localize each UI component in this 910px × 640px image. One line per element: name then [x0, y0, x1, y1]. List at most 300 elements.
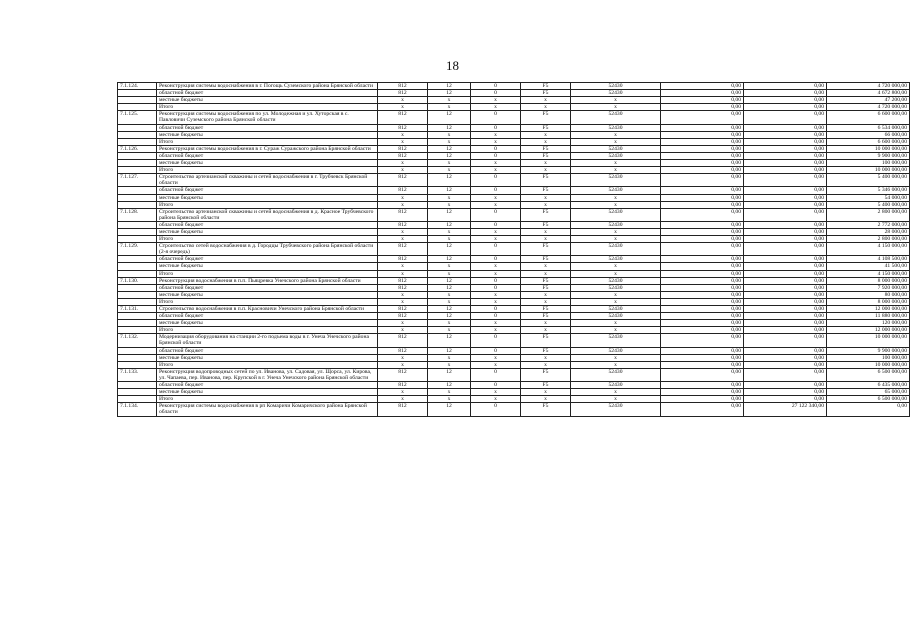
row-code — [118, 167, 157, 174]
row-vr: 52430 — [571, 382, 661, 389]
row-vr: 52430 — [571, 83, 661, 90]
row-value-1: 0,00 — [661, 403, 744, 416]
row-value-1: 0,00 — [661, 83, 744, 90]
row-value-1: 0,00 — [661, 174, 744, 187]
table-row-subtotal — [118, 347, 910, 354]
row-rz: x — [428, 104, 471, 111]
row-value-2: 0,00 — [744, 104, 827, 111]
row-value-3: 2 800 000,00 — [827, 236, 910, 243]
row-rz: 12 — [428, 208, 471, 221]
row-pr: x — [471, 194, 521, 201]
row-value-2: 0,00 — [744, 83, 827, 90]
row-value-3: 10 000 000,00 — [827, 334, 910, 347]
row-value-3: 4 150 000,00 — [827, 270, 910, 277]
row-grbs: x — [378, 320, 428, 327]
row-csr: F5 — [521, 256, 571, 263]
row-pr: 0 — [471, 111, 521, 124]
row-value-2: 0,00 — [744, 256, 827, 263]
row-name: областной бюджет — [157, 152, 378, 159]
row-code — [118, 291, 157, 298]
row-value-2: 0,00 — [744, 334, 827, 347]
row-value-1: 0,00 — [661, 263, 744, 270]
row-rz: 12 — [428, 306, 471, 313]
row-value-1: 0,00 — [661, 347, 744, 354]
row-vr: x — [571, 320, 661, 327]
row-value-3: 5 400 000,00 — [827, 201, 910, 208]
row-code: 7.1.126. — [118, 145, 157, 152]
row-pr: 0 — [471, 145, 521, 152]
row-value-3: 9 900 000,00 — [827, 347, 910, 354]
row-code — [118, 270, 157, 277]
row-csr: F5 — [521, 174, 571, 187]
row-value-1: 0,00 — [661, 256, 744, 263]
row-grbs: 812 — [378, 382, 428, 389]
row-csr: F5 — [521, 111, 571, 124]
row-pr: x — [471, 298, 521, 305]
row-value-3: 47 200,00 — [827, 97, 910, 104]
row-rz: x — [428, 327, 471, 334]
row-code — [118, 396, 157, 403]
row-rz: x — [428, 298, 471, 305]
row-grbs: 812 — [378, 187, 428, 194]
row-name: областной бюджет — [157, 284, 378, 291]
row-value-3: 6 435 000,00 — [827, 382, 910, 389]
row-value-2: 0,00 — [744, 208, 827, 221]
row-value-2: 0,00 — [744, 97, 827, 104]
row-name: Реконструкция водоснабжения в п.п. Пьяцревка Унечского района Брянской области — [157, 277, 378, 284]
row-rz: x — [428, 361, 471, 368]
row-pr: 0 — [471, 277, 521, 284]
row-value-3: 12 000 000,00 — [827, 327, 910, 334]
table-row-subtotal — [118, 194, 910, 201]
table-row-item — [118, 208, 910, 221]
row-value-2: 27 122 340,00 — [744, 403, 827, 416]
row-vr: 52430 — [571, 334, 661, 347]
row-value-1: 0,00 — [661, 131, 744, 138]
row-value-2: 0,00 — [744, 396, 827, 403]
table-row-subtotal — [118, 152, 910, 159]
row-grbs: 812 — [378, 243, 428, 256]
row-pr: 0 — [471, 256, 521, 263]
row-grbs: 812 — [378, 277, 428, 284]
row-code — [118, 313, 157, 320]
row-vr: 52430 — [571, 347, 661, 354]
row-pr: 0 — [471, 124, 521, 131]
row-name: Итого — [157, 396, 378, 403]
table-row-subtotal — [118, 270, 910, 277]
row-name: областной бюджет — [157, 90, 378, 97]
row-value-2: 0,00 — [744, 298, 827, 305]
row-value-1: 0,00 — [661, 284, 744, 291]
row-code — [118, 90, 157, 97]
row-code: 7.1.128. — [118, 208, 157, 221]
row-pr: 0 — [471, 208, 521, 221]
row-grbs: x — [378, 291, 428, 298]
row-name: Строительство артезианской скважины и сетей водоснабжения в д. Красное Трубчевского района Брянской области — [157, 208, 378, 221]
row-rz: 12 — [428, 187, 471, 194]
row-vr: x — [571, 361, 661, 368]
row-code: 7.1.132. — [118, 334, 157, 347]
row-pr: 0 — [471, 243, 521, 256]
row-code — [118, 389, 157, 396]
budget-table — [117, 82, 910, 417]
row-grbs: 812 — [378, 124, 428, 131]
table-row-subtotal — [118, 228, 910, 235]
row-rz: x — [428, 167, 471, 174]
row-value-2: 0,00 — [744, 270, 827, 277]
row-csr: x — [521, 354, 571, 361]
row-pr: x — [471, 97, 521, 104]
page-number: 18 — [446, 58, 459, 73]
row-value-3: 66 000,00 — [827, 131, 910, 138]
row-grbs: x — [378, 361, 428, 368]
row-code — [118, 284, 157, 291]
table-row-subtotal — [118, 236, 910, 243]
table-row-item — [118, 277, 910, 284]
row-code — [118, 354, 157, 361]
row-value-1: 0,00 — [661, 145, 744, 152]
row-vr: x — [571, 298, 661, 305]
row-csr: F5 — [521, 124, 571, 131]
row-grbs: x — [378, 97, 428, 104]
row-value-2: 0,00 — [744, 145, 827, 152]
row-name: местные бюджеты — [157, 160, 378, 167]
row-pr: x — [471, 291, 521, 298]
row-name: местные бюджеты — [157, 97, 378, 104]
row-name: Итого — [157, 201, 378, 208]
row-value-3: 28 000,00 — [827, 228, 910, 235]
table-row-subtotal — [118, 263, 910, 270]
row-value-3: 4 672 800,00 — [827, 90, 910, 97]
row-vr: x — [571, 389, 661, 396]
row-value-1: 0,00 — [661, 111, 744, 124]
row-vr: 52430 — [571, 256, 661, 263]
row-value-2: 0,00 — [744, 347, 827, 354]
row-value-3: 11 880 000,00 — [827, 313, 910, 320]
table-row-subtotal — [118, 124, 910, 131]
row-name: Реконструкция водопроводных сетей по ул. Иванова, ул. Садовая, ул. Щорса, ул. Кирова, ул. Чапаева, пер. Иванова, пер. Крупской в г. Унеча Унечского района Брянской области — [157, 368, 378, 381]
row-vr: 52430 — [571, 368, 661, 381]
row-csr: F5 — [521, 368, 571, 381]
row-value-2: 0,00 — [744, 236, 827, 243]
row-value-1: 0,00 — [661, 208, 744, 221]
row-rz: x — [428, 201, 471, 208]
row-grbs: 812 — [378, 90, 428, 97]
row-name: Реконструкция системы водоснабжения в г. Погощь Суземского района Брянской области — [157, 83, 378, 90]
row-vr: 52430 — [571, 152, 661, 159]
row-vr: x — [571, 236, 661, 243]
row-value-1: 0,00 — [661, 361, 744, 368]
row-grbs: x — [378, 270, 428, 277]
row-vr: 52430 — [571, 306, 661, 313]
row-name: областной бюджет — [157, 124, 378, 131]
row-grbs: x — [378, 160, 428, 167]
row-grbs: x — [378, 228, 428, 235]
row-code: 7.1.134. — [118, 403, 157, 416]
row-value-2: 0,00 — [744, 361, 827, 368]
row-value-3: 6 500 000,00 — [827, 368, 910, 381]
row-csr: F5 — [521, 313, 571, 320]
row-value-2: 0,00 — [744, 194, 827, 201]
row-name: Реконструкция системы водоснабжения в г. Сураж Суражского района Брянской области — [157, 145, 378, 152]
row-grbs: x — [378, 194, 428, 201]
row-pr: 0 — [471, 187, 521, 194]
row-name: Реконструкция системы водоснабжения по ул. Молодежная и ул. Хуторская в с. Павловичи Суземского района Брянской области — [157, 111, 378, 124]
row-grbs: x — [378, 327, 428, 334]
row-pr: x — [471, 396, 521, 403]
row-vr: x — [571, 396, 661, 403]
row-value-3: 5 400 000,00 — [827, 174, 910, 187]
row-grbs: 812 — [378, 284, 428, 291]
row-code — [118, 228, 157, 235]
row-pr: x — [471, 389, 521, 396]
row-value-3: 100 000,00 — [827, 160, 910, 167]
row-value-1: 0,00 — [661, 138, 744, 145]
table-row-subtotal — [118, 138, 910, 145]
row-value-1: 0,00 — [661, 221, 744, 228]
row-grbs: x — [378, 396, 428, 403]
row-grbs: x — [378, 138, 428, 145]
row-pr: x — [471, 104, 521, 111]
row-value-1: 0,00 — [661, 90, 744, 97]
row-vr: 52430 — [571, 124, 661, 131]
row-value-1: 0,00 — [661, 298, 744, 305]
row-code — [118, 256, 157, 263]
row-rz: x — [428, 263, 471, 270]
row-pr: 0 — [471, 221, 521, 228]
row-name: Строительство сетей водоснабжения в д. Городцы Трубчевского района Брянской области (2-я очередь) — [157, 243, 378, 256]
row-grbs: x — [378, 201, 428, 208]
row-csr: x — [521, 291, 571, 298]
row-name: местные бюджеты — [157, 291, 378, 298]
row-rz: 12 — [428, 243, 471, 256]
row-value-2: 0,00 — [744, 327, 827, 334]
row-rz: 12 — [428, 313, 471, 320]
row-value-1: 0,00 — [661, 152, 744, 159]
row-csr: F5 — [521, 284, 571, 291]
row-value-2: 0,00 — [744, 160, 827, 167]
row-grbs: x — [378, 263, 428, 270]
row-code — [118, 152, 157, 159]
row-value-1: 0,00 — [661, 160, 744, 167]
row-grbs: 812 — [378, 403, 428, 416]
table-row-subtotal — [118, 396, 910, 403]
row-rz: x — [428, 228, 471, 235]
row-grbs: 812 — [378, 313, 428, 320]
row-value-2: 0,00 — [744, 174, 827, 187]
row-pr: x — [471, 263, 521, 270]
budget-table-body — [118, 83, 910, 417]
row-grbs: 812 — [378, 208, 428, 221]
row-vr: 52430 — [571, 284, 661, 291]
row-name: Итого — [157, 361, 378, 368]
table-row-subtotal — [118, 256, 910, 263]
row-rz: 12 — [428, 221, 471, 228]
row-value-1: 0,00 — [661, 389, 744, 396]
row-csr: x — [521, 327, 571, 334]
row-vr: 52430 — [571, 403, 661, 416]
row-vr: x — [571, 104, 661, 111]
row-value-2: 0,00 — [744, 354, 827, 361]
row-rz: 12 — [428, 284, 471, 291]
row-rz: 12 — [428, 111, 471, 124]
row-value-2: 0,00 — [744, 201, 827, 208]
row-csr: x — [521, 160, 571, 167]
row-name: областной бюджет — [157, 347, 378, 354]
row-value-1: 0,00 — [661, 124, 744, 131]
row-rz: x — [428, 138, 471, 145]
row-value-2: 0,00 — [744, 243, 827, 256]
row-code — [118, 201, 157, 208]
row-rz: 12 — [428, 152, 471, 159]
row-name: Строительство водоснабжения в п.п. Красновичи Унечского района Брянской области — [157, 306, 378, 313]
row-grbs: 812 — [378, 145, 428, 152]
table-row-subtotal — [118, 291, 910, 298]
row-value-3: 4 108 500,00 — [827, 256, 910, 263]
row-vr: x — [571, 270, 661, 277]
row-csr: x — [521, 320, 571, 327]
row-name: местные бюджеты — [157, 354, 378, 361]
row-value-1: 0,00 — [661, 382, 744, 389]
row-pr: x — [471, 228, 521, 235]
row-value-1: 0,00 — [661, 396, 744, 403]
row-name: областной бюджет — [157, 313, 378, 320]
row-pr: 0 — [471, 334, 521, 347]
row-code — [118, 347, 157, 354]
row-code — [118, 327, 157, 334]
row-value-1: 0,00 — [661, 201, 744, 208]
row-value-3: 120 000,00 — [827, 320, 910, 327]
row-vr: x — [571, 354, 661, 361]
row-name: областной бюджет — [157, 382, 378, 389]
row-name: Итого — [157, 104, 378, 111]
row-csr: x — [521, 97, 571, 104]
row-name: Модернизация оборудования на станции 2-го подъема воды в г. Унеча Унечского района Брянской области — [157, 334, 378, 347]
row-pr: 0 — [471, 284, 521, 291]
row-grbs: 812 — [378, 111, 428, 124]
table-row-subtotal — [118, 389, 910, 396]
row-value-1: 0,00 — [661, 320, 744, 327]
row-rz: 12 — [428, 174, 471, 187]
row-value-3: 10 000 000,00 — [827, 361, 910, 368]
row-value-3: 10 000 000,00 — [827, 167, 910, 174]
row-csr: x — [521, 236, 571, 243]
row-rz: x — [428, 320, 471, 327]
row-grbs: 812 — [378, 221, 428, 228]
row-value-3: 9 900 000,00 — [827, 152, 910, 159]
row-rz: 12 — [428, 368, 471, 381]
row-pr: 0 — [471, 403, 521, 416]
table-row-subtotal — [118, 201, 910, 208]
row-name: местные бюджеты — [157, 263, 378, 270]
row-vr: 52430 — [571, 277, 661, 284]
row-csr: F5 — [521, 403, 571, 416]
row-vr: x — [571, 263, 661, 270]
row-pr: x — [471, 131, 521, 138]
table-row-subtotal — [118, 313, 910, 320]
table-row-subtotal — [118, 97, 910, 104]
row-code — [118, 124, 157, 131]
row-csr: x — [521, 194, 571, 201]
row-grbs: 812 — [378, 83, 428, 90]
row-csr: F5 — [521, 382, 571, 389]
row-code — [118, 298, 157, 305]
row-value-3: 10 000 000,00 — [827, 145, 910, 152]
row-pr: x — [471, 327, 521, 334]
row-value-2: 0,00 — [744, 277, 827, 284]
row-rz: x — [428, 131, 471, 138]
row-pr: x — [471, 236, 521, 243]
row-value-1: 0,00 — [661, 334, 744, 347]
row-grbs: 812 — [378, 347, 428, 354]
row-pr: x — [471, 167, 521, 174]
row-value-2: 0,00 — [744, 138, 827, 145]
row-code — [118, 104, 157, 111]
row-value-3: 5 346 000,00 — [827, 187, 910, 194]
table-row-subtotal — [118, 221, 910, 228]
row-csr: x — [521, 201, 571, 208]
row-vr: x — [571, 228, 661, 235]
table-row-item — [118, 306, 910, 313]
row-csr: x — [521, 167, 571, 174]
row-value-2: 0,00 — [744, 263, 827, 270]
row-grbs: x — [378, 236, 428, 243]
row-code — [118, 194, 157, 201]
row-value-1: 0,00 — [661, 97, 744, 104]
row-code — [118, 160, 157, 167]
row-vr: 52430 — [571, 90, 661, 97]
row-value-2: 0,00 — [744, 313, 827, 320]
row-grbs: 812 — [378, 334, 428, 347]
row-grbs: 812 — [378, 152, 428, 159]
row-value-3: 80 000,00 — [827, 291, 910, 298]
row-name: областной бюджет — [157, 187, 378, 194]
row-name: местные бюджеты — [157, 228, 378, 235]
row-csr: F5 — [521, 187, 571, 194]
row-csr: x — [521, 396, 571, 403]
table-row-subtotal — [118, 167, 910, 174]
row-name: Итого — [157, 167, 378, 174]
table-row-subtotal — [118, 361, 910, 368]
row-value-2: 0,00 — [744, 368, 827, 381]
row-rz: 12 — [428, 382, 471, 389]
row-code — [118, 138, 157, 145]
row-csr: x — [521, 228, 571, 235]
row-pr: 0 — [471, 83, 521, 90]
row-value-3: 6 534 000,00 — [827, 124, 910, 131]
row-vr: x — [571, 97, 661, 104]
row-value-1: 0,00 — [661, 187, 744, 194]
row-value-3: 4 720 000,00 — [827, 83, 910, 90]
row-vr: 52430 — [571, 221, 661, 228]
row-csr: x — [521, 104, 571, 111]
row-vr: x — [571, 138, 661, 145]
row-value-1: 0,00 — [661, 236, 744, 243]
row-name: Строительство артезианской скважины и сетей водоснабжения в г. Трубчевск Брянской области — [157, 174, 378, 187]
table-row-subtotal — [118, 187, 910, 194]
table-row-subtotal — [118, 320, 910, 327]
row-rz: x — [428, 160, 471, 167]
row-vr: 52430 — [571, 111, 661, 124]
row-vr: x — [571, 167, 661, 174]
row-pr: 0 — [471, 347, 521, 354]
row-value-3: 6 600 000,00 — [827, 111, 910, 124]
row-vr: x — [571, 160, 661, 167]
row-rz: x — [428, 396, 471, 403]
row-rz: 12 — [428, 83, 471, 90]
row-code: 7.1.129. — [118, 243, 157, 256]
table-row-item — [118, 403, 910, 416]
